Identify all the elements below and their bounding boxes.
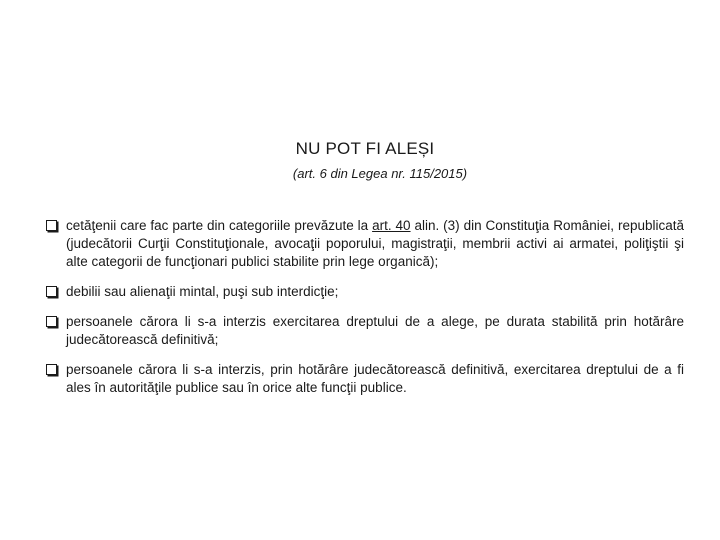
list-item-text-start: cetăţenii care fac parte din categoriile prevăzute la: [66, 218, 373, 233]
list-item: [44, 283, 684, 301]
list-item: [44, 313, 684, 349]
list-item-text: debilii sau alienaţii mintal, puşi sub interdicţie;: [66, 284, 339, 299]
page-title: NU POT FI ALEȘI: [295, 139, 435, 158]
checkbox-bullet-icon: [46, 286, 57, 297]
list-item-text: persoanele cărora li s-a interzis exercitarea dreptului de a alege, pe durata stabilită prin hotărâre judecătorească definitivă;: [66, 314, 684, 347]
law-reference-subtitle: (art. 6 din Legea nr. 115/2015): [292, 166, 468, 181]
list-item: [44, 361, 684, 397]
checkbox-bullet-icon: [46, 316, 57, 327]
article-link[interactable]: art. 40: [372, 218, 411, 233]
list-item: [44, 217, 684, 271]
checkbox-bullet-icon: [46, 364, 57, 375]
ineligibility-list: [44, 217, 684, 409]
list-item-text-end: alin. (3) din Constituţia României, republicată (judecătorii Curţii Constituţionale, avocaţii poporului, magistraţii, membrii activi ai armatei, poliţiştii şi alte categorii de funcţionari publici stabilite prin lege organică);: [66, 218, 684, 269]
list-item-text: persoanele cărora li s-a interzis, prin hotărâre judecătorească definitivă, exercitarea dreptului de a fi ales în autorităţile publice sau în orice alte funcţii publice.: [66, 362, 684, 395]
checkbox-bullet-icon: [46, 220, 57, 231]
